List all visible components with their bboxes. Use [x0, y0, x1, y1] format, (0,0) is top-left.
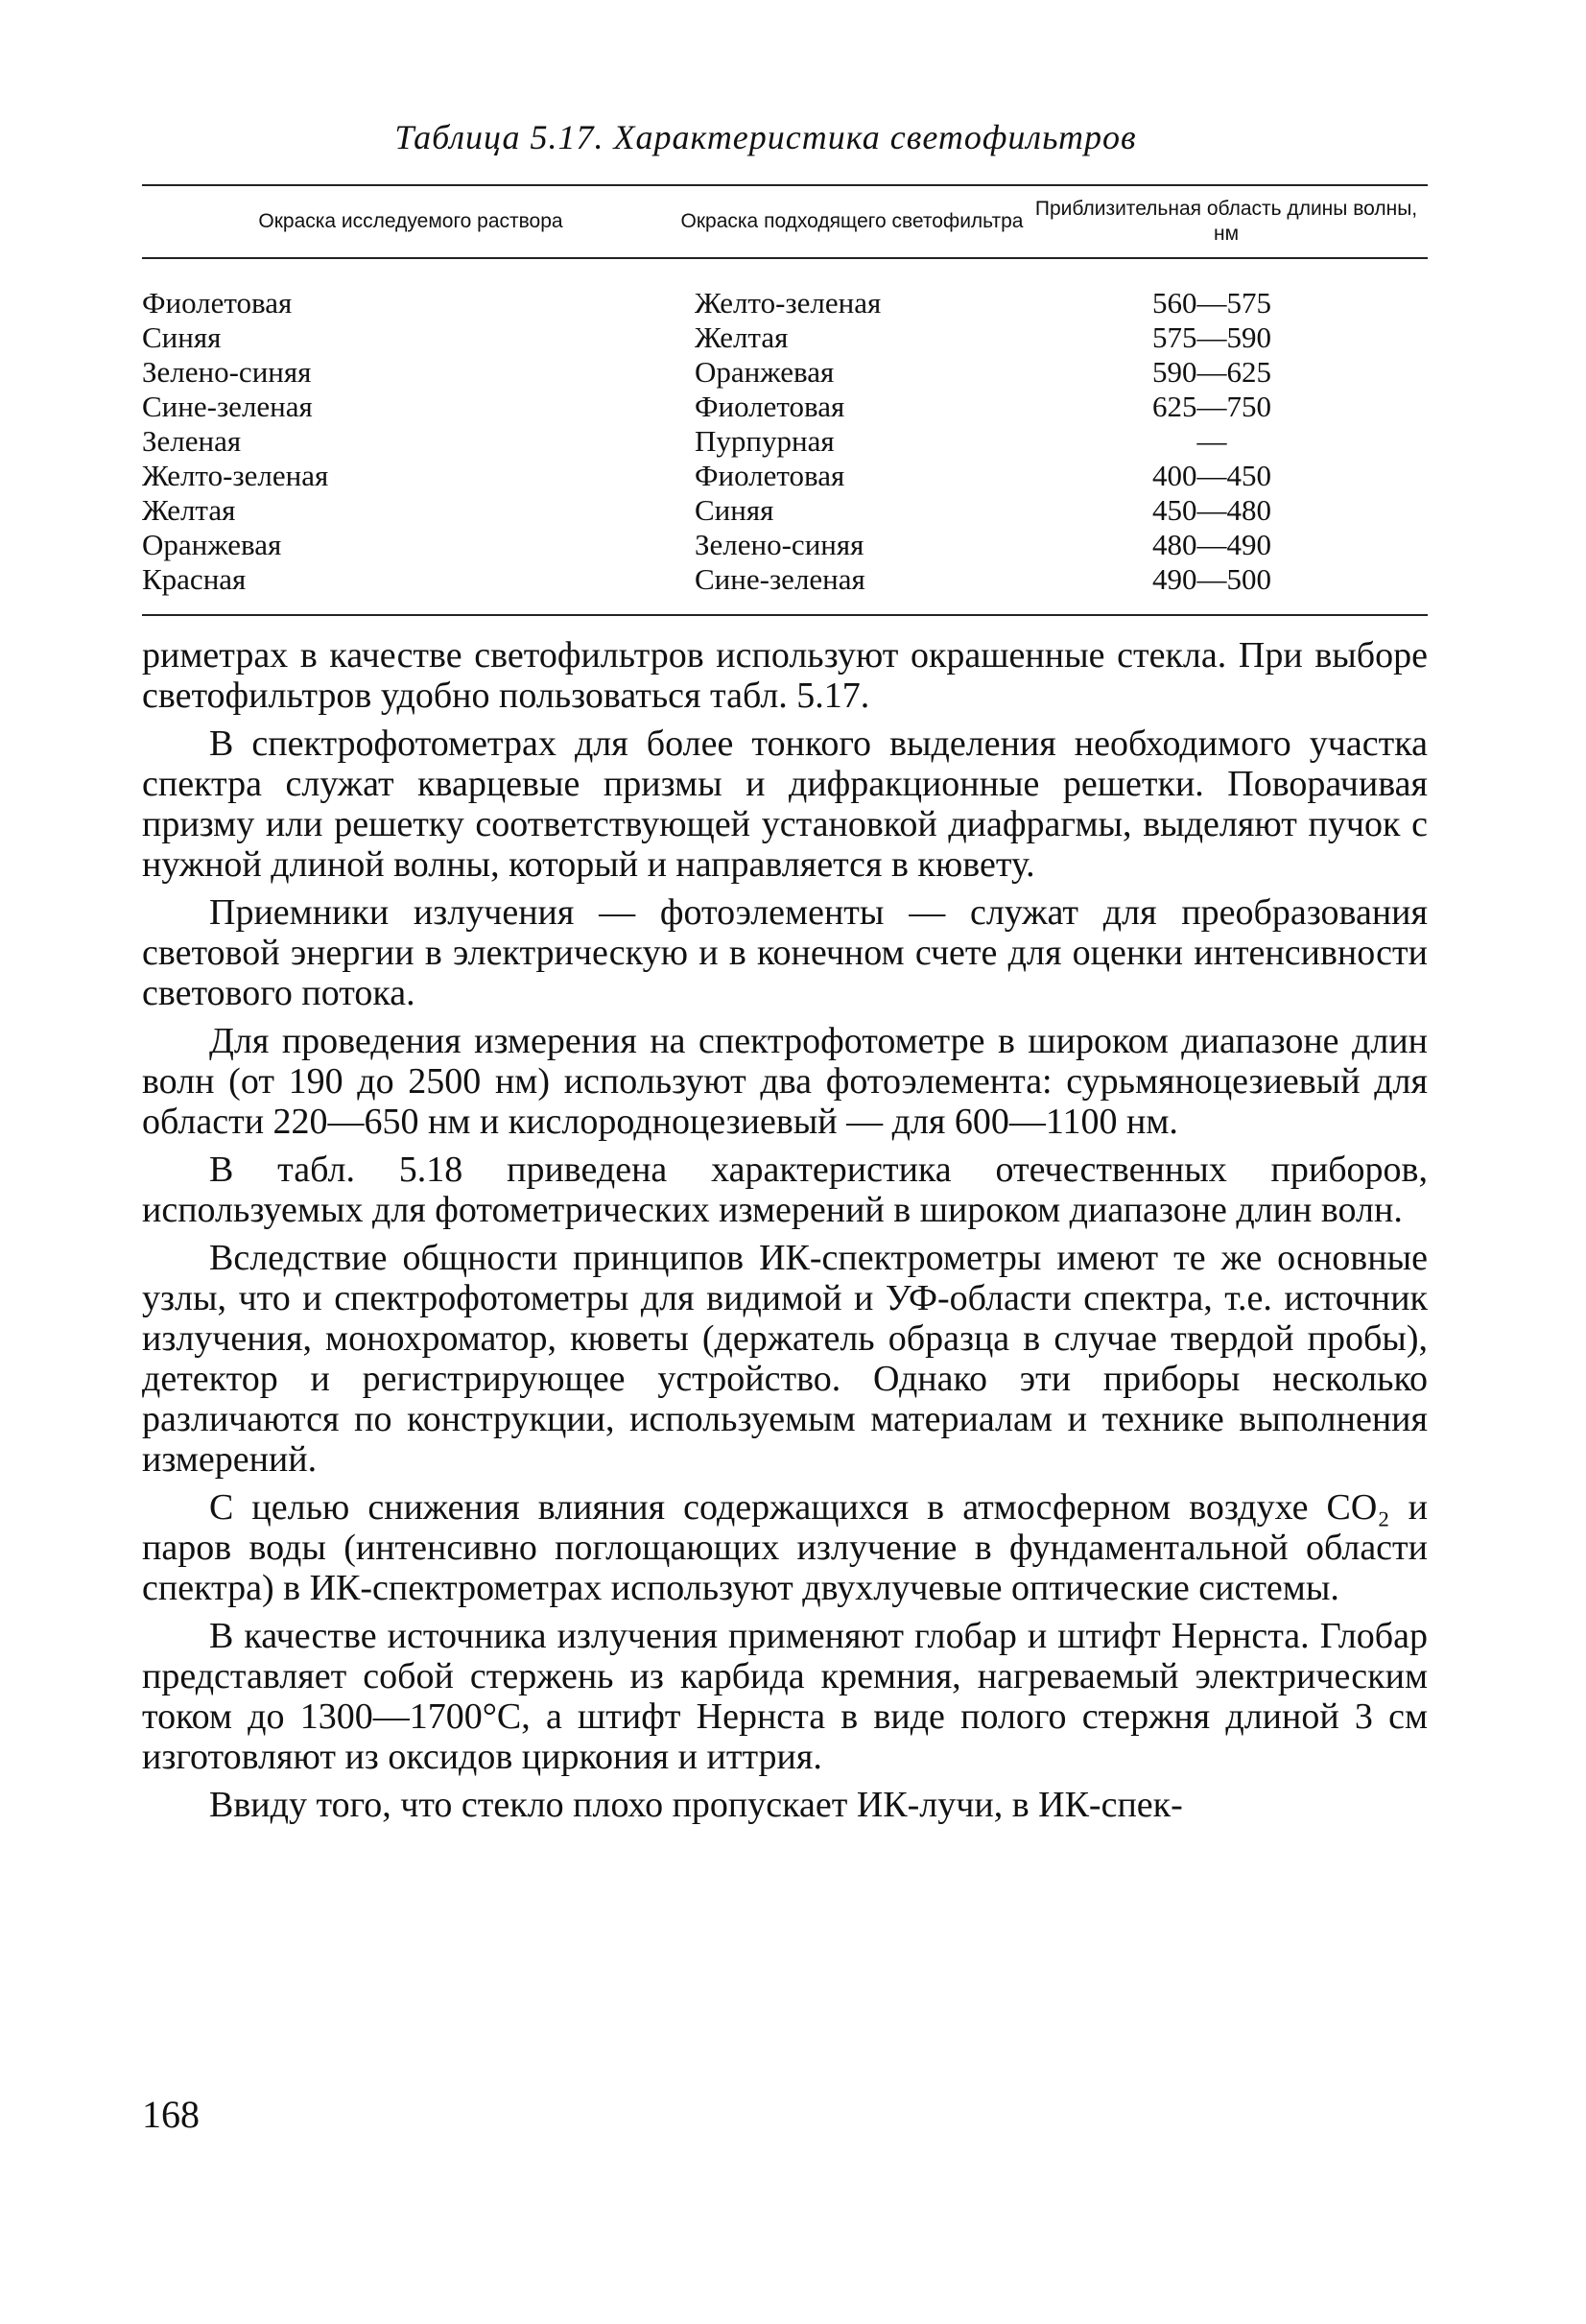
filter-color-cell: Оранжевая — [695, 355, 835, 389]
wavelength-range-cell: 560—575 — [1152, 286, 1271, 320]
table-row — [142, 424, 1428, 459]
wavelength-range-cell: — — [1196, 424, 1227, 458]
table-bottom-rule — [142, 614, 1428, 616]
table-header-row — [142, 186, 1428, 257]
paragraph: Приемники излучения — фотоэлементы — служат для преобразования световой энергии в электрическую и в конечном счете для оценки интенсивности светового потока. — [142, 892, 1428, 1013]
body-text — [142, 635, 1428, 1825]
paragraph: риметрах в качестве светофильтров используют окрашенные стекла. При выборе светофильтров удобно пользоваться табл. 5.17. — [142, 635, 1428, 716]
table-row — [142, 286, 1428, 320]
spectral-filter-table — [142, 184, 1428, 616]
paragraph: В качестве источника излучения применяют глобар и штифт Нернста. Глобар представляет собой стержень из карбида кремния, нагреваемый электрическим током до 1300—1700°С, а штифт Нернста в виде полого стержня длиной 3 см изготовляют из оксидов циркония и иттрия. — [142, 1616, 1428, 1777]
wavelength-range-cell: 590—625 — [1152, 355, 1271, 389]
table-row — [142, 493, 1428, 528]
filter-color-cell: Желто-зеленая — [695, 286, 882, 320]
header-filter-color: Окраска подходящего светофильтра — [680, 210, 1024, 232]
wavelength-range-cell: 625—750 — [1152, 390, 1271, 423]
filter-color-cell: Фиолетовая — [695, 390, 845, 423]
filter-color-cell: Пурпурная — [695, 424, 835, 458]
table-body — [142, 259, 1428, 614]
solution-color-cell: Красная — [142, 562, 247, 596]
solution-color-cell: Желто-зеленая — [142, 459, 329, 492]
solution-color-cell: Желтая — [142, 493, 236, 527]
wavelength-range-cell: 400—450 — [1152, 459, 1271, 492]
table-row — [142, 320, 1428, 355]
page-number: 168 — [142, 2093, 200, 2136]
solution-color-cell: Оранжевая — [142, 528, 282, 561]
filter-color-cell: Фиолетовая — [695, 459, 845, 492]
wavelength-range-cell: 490—500 — [1152, 562, 1271, 596]
header-wavelength-range: Приблизительная область длины волны, нм — [1034, 198, 1418, 245]
filter-color-cell: Зелено-синяя — [695, 528, 864, 561]
table-row — [142, 355, 1428, 390]
page-content — [142, 106, 1428, 1833]
paragraph: С целью снижения влияния содержащихся в атмосферном воздухе CO₂ и паров воды (интенсивно поглощающих излучение в фундаментальной области спектра) в ИК-спектрометрах используют двухлучевые оптические системы. — [142, 1487, 1428, 1608]
wavelength-range-cell: 450—480 — [1152, 493, 1271, 527]
paragraph: В спектрофотометрах для более тонкого выделения необходимого участка спектра служат кварцевые призмы и дифракционные решетки. Поворачивая призму или решетку соответствующей установкой диафрагмы, выделяют пучок с нужной длиной волны, который и направляется в кювету. — [142, 723, 1428, 885]
wavelength-range-cell: 575—590 — [1152, 320, 1271, 354]
table-row — [142, 562, 1428, 597]
filter-color-cell: Сине-зеленая — [695, 562, 865, 596]
solution-color-cell: Синяя — [142, 320, 222, 354]
header-solution-color: Окраска исследуемого раствора — [258, 210, 563, 232]
table-row — [142, 528, 1428, 562]
paragraph: В табл. 5.18 приведена характеристика отечественных приборов, используемых для фотометрических измерений в широком диапазоне длин волн. — [142, 1150, 1428, 1230]
wavelength-range-cell: 480—490 — [1152, 528, 1271, 561]
paragraph: Для проведения измерения на спектрофотометре в широком диапазоне длин волн (от 190 до 2500 нм) используют два фотоэлемента: сурьмяноцезиевый для области 220—650 нм и кислородноцезиевый — для 600—1100 нм. — [142, 1021, 1428, 1142]
table-row — [142, 459, 1428, 493]
filter-color-cell: Синяя — [695, 493, 774, 527]
paragraph: Ввиду того, что стекло плохо пропускает ИК-лучи, в ИК-спек- — [209, 1785, 1183, 1825]
solution-color-cell: Зеленая — [142, 424, 242, 458]
paragraph: Вследствие общности принципов ИК-спектрометры имеют те же основные узлы, что и спектрофотометры для видимой и УФ-области спектра, т.е. источник излучения, монохроматор, кюветы (держатель образца в случае твердой пробы), детектор и регистрирующее устройство. Однако эти приборы несколько различаются по конструкции, используемым материалам и технике выполнения измерений. — [142, 1238, 1428, 1480]
solution-color-cell: Сине-зеленая — [142, 390, 313, 423]
table-row — [142, 390, 1428, 424]
solution-color-cell: Зелено-синяя — [142, 355, 312, 389]
table-caption: Таблица 5.17. Характеристика светофильтров — [394, 118, 1137, 156]
solution-color-cell: Фиолетовая — [142, 286, 293, 320]
filter-color-cell: Желтая — [695, 320, 789, 354]
